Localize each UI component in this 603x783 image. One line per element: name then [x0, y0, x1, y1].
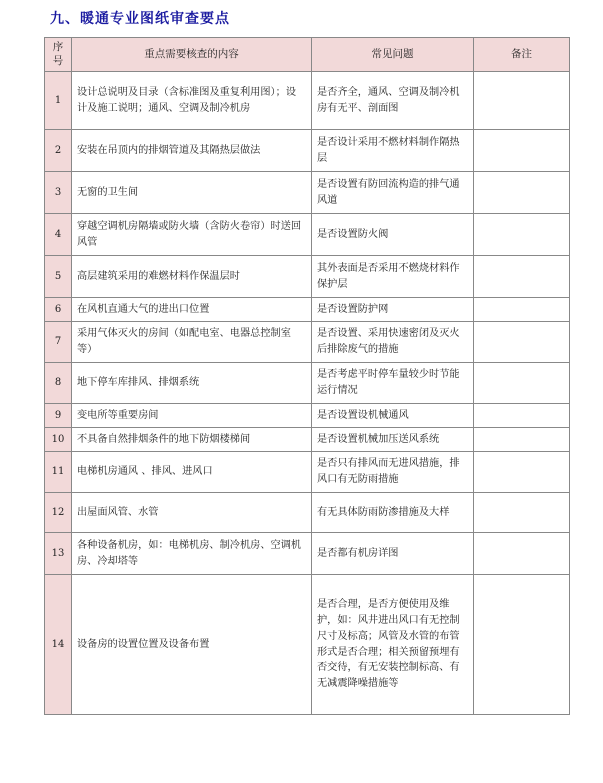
row-content: 设计总说明及目录（含标准图及重复利用图）；设计及施工说明；通风、空调及制冷机房: [72, 72, 312, 130]
row-number: 8: [45, 363, 72, 404]
row-issue: 是否设置、采用快速密闭及灭火后排除废气的措施: [312, 322, 474, 363]
row-content: 安装在吊顶内的排烟管道及其隔热层做法: [72, 130, 312, 172]
row-number: 14: [45, 575, 72, 715]
row-note: [474, 298, 570, 322]
table-row: [45, 256, 570, 298]
table-row: [45, 452, 570, 493]
table-row: [45, 298, 570, 322]
table-row: [45, 322, 570, 363]
row-issue: 是否设置设机械通风: [312, 404, 474, 428]
row-issue: 是否设置防火阀: [312, 214, 474, 256]
table-row: [45, 72, 570, 130]
row-content: 各种设备机房，如：电梯机房、制冷机房、空调机房、冷却塔等: [72, 533, 312, 575]
table-row: [45, 130, 570, 172]
row-content: 不具备自然排烟条件的地下防烟楼梯间: [72, 428, 312, 452]
row-content: 设备房的设置位置及设备布置: [72, 575, 312, 715]
header-content: 重点需要核查的内容: [72, 38, 312, 72]
row-content: 无窗的卫生间: [72, 172, 312, 214]
table-row: [45, 214, 570, 256]
row-note: [474, 256, 570, 298]
row-issue: 是否考虑平时停车量较少时节能运行情况: [312, 363, 474, 404]
row-number: 10: [45, 428, 72, 452]
row-content: 采用气体灭火的房间（如配电室、电器总控制室等）: [72, 322, 312, 363]
row-issue: 是否都有机房详图: [312, 533, 474, 575]
row-issue: 有无具体防雨防渗措施及大样: [312, 493, 474, 533]
page-title: 九、暖通专业图纸审查要点: [50, 11, 230, 27]
row-note: [474, 214, 570, 256]
table-row: [45, 493, 570, 533]
row-issue: 是否设置机械加压送风系统: [312, 428, 474, 452]
row-content: 地下停车库排风、排烟系统: [72, 363, 312, 404]
row-content: 在风机直通大气的进出口位置: [72, 298, 312, 322]
row-content: 出屋面风管、水管: [72, 493, 312, 533]
row-number: 11: [45, 452, 72, 493]
row-number: 3: [45, 172, 72, 214]
header-issue: 常见问题: [312, 38, 474, 72]
row-issue: 是否合理，是否方便使用及维护，如：风井进出风口有无控制尺寸及标高；风管及水管的布管形式是否合理；相关预留预埋有否交待，有无安装控制标高、有无减震降噪措施等: [312, 575, 474, 715]
row-issue: 是否齐全，通风、空调及制冷机房有无平、剖面图: [312, 72, 474, 130]
row-issue: 是否只有排风而无进风措施，排风口有无防雨措施: [312, 452, 474, 493]
row-content: 变电所等重要房间: [72, 404, 312, 428]
table-row: [45, 404, 570, 428]
row-note: [474, 72, 570, 130]
row-note: [474, 130, 570, 172]
row-number: 6: [45, 298, 72, 322]
row-number: 5: [45, 256, 72, 298]
review-table: [44, 37, 570, 715]
row-issue: 是否设置有防回流构造的排气通风道: [312, 172, 474, 214]
table-row: [45, 363, 570, 404]
row-issue: 其外表面是否采用不燃烧材料作保护层: [312, 256, 474, 298]
row-note: [474, 404, 570, 428]
row-issue: 是否设计采用不燃材料制作隔热层: [312, 130, 474, 172]
row-note: [474, 493, 570, 533]
row-number: 1: [45, 72, 72, 130]
row-number: 9: [45, 404, 72, 428]
table-header-row: [45, 38, 570, 72]
row-note: [474, 575, 570, 715]
row-number: 13: [45, 533, 72, 575]
row-note: [474, 452, 570, 493]
table-row: [45, 575, 570, 715]
header-note: 备注: [474, 38, 570, 72]
row-note: [474, 172, 570, 214]
row-note: [474, 363, 570, 404]
row-content: 高层建筑采用的难燃材料作保温层时: [72, 256, 312, 298]
row-note: [474, 322, 570, 363]
row-issue: 是否设置防护网: [312, 298, 474, 322]
row-number: 4: [45, 214, 72, 256]
row-content: 穿越空调机房隔墙或防火墙（含防火卷帘）时送回风管: [72, 214, 312, 256]
row-content: 电梯机房通风 、排风、进风口: [72, 452, 312, 493]
row-number: 7: [45, 322, 72, 363]
row-number: 12: [45, 493, 72, 533]
table-row: [45, 172, 570, 214]
table-row: [45, 533, 570, 575]
row-number: 2: [45, 130, 72, 172]
row-note: [474, 533, 570, 575]
header-no: 序号: [45, 38, 72, 72]
table-row: [45, 428, 570, 452]
row-note: [474, 428, 570, 452]
